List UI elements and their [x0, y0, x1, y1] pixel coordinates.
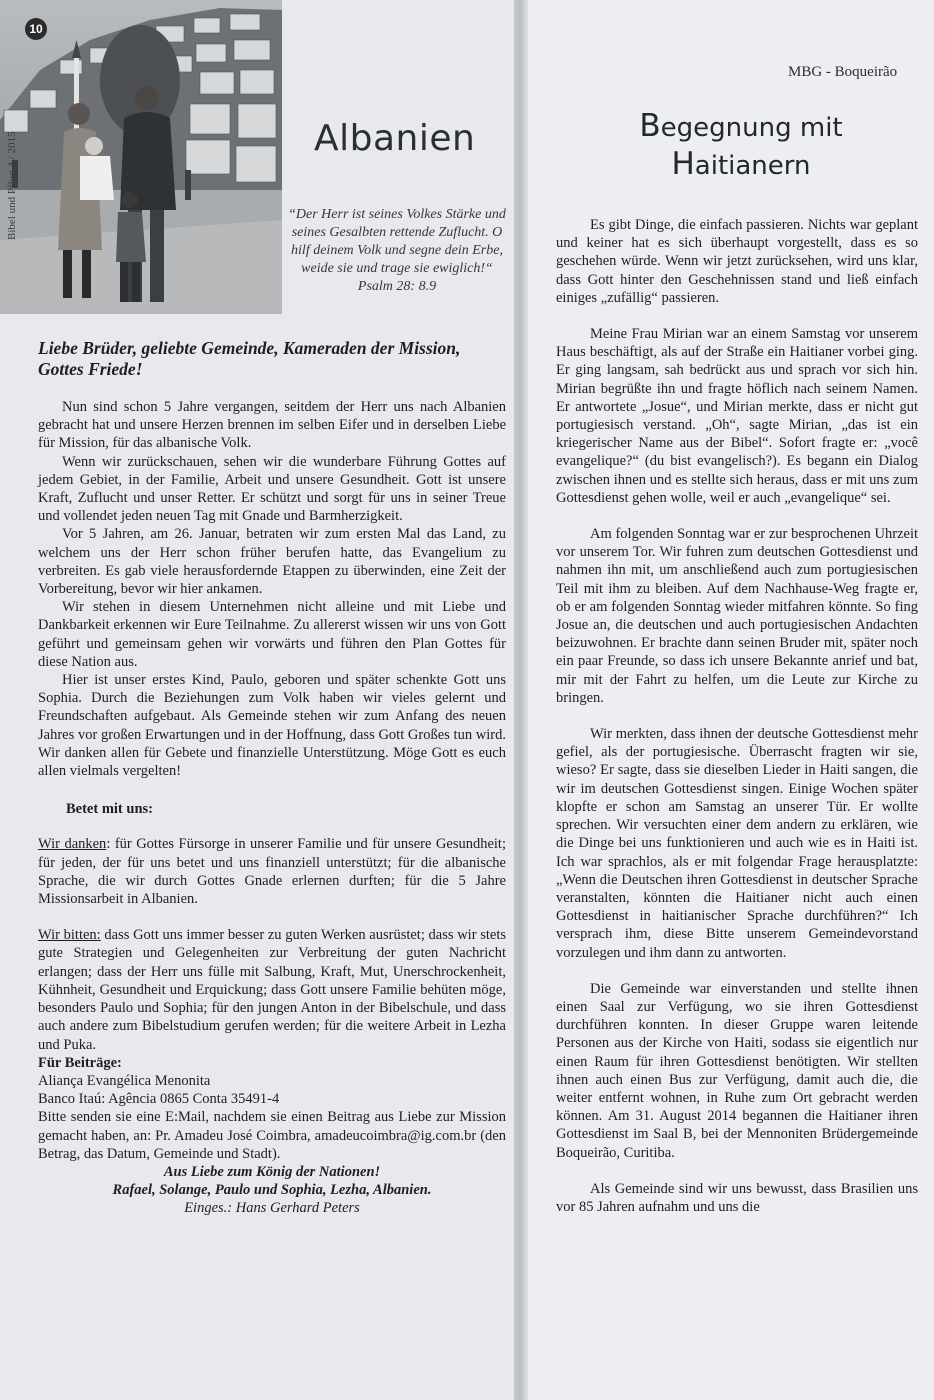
article-title-albanien: Albanien: [314, 118, 476, 159]
family-photo: [0, 0, 282, 314]
paragraph: Als Gemeinde sind wir uns bewusst, dass Brasilien uns vor 85 Jahren aufnahm und uns die: [556, 1180, 918, 1215]
submitted-by: Einges.: Hans Gerhard Peters: [184, 1200, 360, 1217]
bible-quote: “Der Herr ist seines Volkes Stärke und seines Gesalbten rettende Zuflucht. O hilf deinem Volk und segne dein Erbe, weide sie und trage sie ewiglich!“ Psalm 28: 8.9: [288, 207, 506, 294]
thanks-paragraph: [38, 835, 506, 908]
paragraph: Wenn wir zurückschauen, sehen wir die wunderbare Führung Gottes auf jedem Gebiet, in der Familie, Arbeit und unsere Gesundheit. Gott ist unsere Kraft, Zuflucht und unser Retter. Er schützt und sorgt für uns in seiner Treue und vollendet jeden neuen Tag mit Gnade und Barmherzigkeit.: [38, 453, 506, 525]
title-initial: H: [671, 146, 695, 182]
greeting-heading: Liebe Brüder, geliebte Gemeinde, Kameraden der Mission, Gottes Friede!: [38, 338, 461, 379]
paragraph: Vor 5 Jahren, am 26. Januar, betraten wir zum ersten Mal das Land, zu welchem uns der Herr schon früher berufen hatte, das Evangelium zu verbreiten. Es gab viele herausfordernde Etappen zu überwinden, eine Zeit der Vorbereitung, bevor wir hier ankamen.: [38, 526, 506, 598]
paragraph: Wir stehen in diesem Unternehmen nicht alleine und mit Liebe und Dankbarkeit erkennen wir Eure Teilnahme. Zu allererst wissen wir uns von Gott geführt und gemeinsam gehen wir vorwärts und führen den Plan Gottes für diese Nation aus.: [38, 599, 506, 670]
paragraph: Hier ist unser erstes Kind, Paulo, geboren und später schenkte Gott uns Sophia. Durch die Beziehungen zum Volk haben wir vieles gelernt und Freundschaften aufgebaut. Als Gemeinde stehen wir zum Anfang des neuen Jahres vor großen Erwartungen und in der Hoffnung, dass Gott Großes tun wird. Wir danken allen für Gebete und finanzielle Unterstützung. Möge Gott es euch allen vielmals vergelten!: [38, 672, 506, 780]
paragraph: Am folgenden Sonntag war er zur besprochenen Uhrzeit vor unserem Tor. Wir fuhren zum deutschen Gottesdienst und nahmen ihn mit, um anschließend auch zum portugiesischen Teil mit ihm zu bleiben. Auf dem Nachhause-Weg fragte er, ob er am folgenden Sonntag wieder mitfahren könnte. So fing Josue an, die deutschen und auch portugiesischen Andachten beizuwohnen. Er brachte dann seinen Bruder mit, später noch ein paar Freunde, so dass ich unsere Bekannte anrief und bat, mir mit der Fahrt zu helfen, um die Leute zur Kirche zu bringen.: [556, 526, 918, 706]
requests-text: dass Gott uns immer besser zu guten Werken ausrüstet; dass wir stets gute Strategien und Gelegenheiten zur Verbreitung der guten Nachricht erlangen; dass der Herr uns fülle mit Salbung, Kraft, Mut, Unerschrockenheit, Kühnheit, Gesundheit und Erquickung; dass Gott unsere Familie behüten möge, besonders Paulo und Sophia; für den jungen Anton in der Bibelschule, und dass auch andere zum Bibelstudium gerufen werden; für die weitere Arbeit in Lezha und Puka.: [38, 927, 507, 1053]
signature-line: [38, 1181, 506, 1199]
paragraph: Meine Frau Mirian war an einem Samstag vor unserem Haus beschäftigt, als auf der Straße ein Haitianer vorbei ging. Er ging langsam, sah bedrückt aus und sprach vor sich hin. Mirian begrüßte ihn und fragte höflich nach seinem Namen. Er antwortete „Josue“, und Mirian merkte, dass er nicht gut portugiesisch verstand. „Oh“, sagte Mirian, „das ist ein kriegerischer Name aus der Bibel“. Sofort fragte er: „você evangelique?“ (du bist evangelisch?). Es begann ein Dialog zwischen ihnen und es stellte sich heraus, dass er mit uns zum Gottesdienst gehen wolle, weil er auch „evangelique“ sei.: [556, 326, 918, 506]
requests-label: Wir bitten:: [38, 927, 101, 944]
publication-caption: Bibel und Pflug 4 / 2015: [6, 131, 18, 240]
page-number-badge: 10: [25, 18, 47, 40]
signature-motto: Aus Liebe zum König der Nationen!: [163, 1163, 381, 1180]
contributions-line: Bitte senden sie eine E:Mail, nachdem sie einen Beitrag aus Liebe zur Mission gemacht haben, an: Pr. Amadeu José Coimbra, amadeucoimbra@ig.com.br (den Betrag, das Datum, Gemeinde und Stadt).: [38, 1109, 506, 1162]
title-rest: egegnung mit: [660, 113, 843, 143]
article-title-begegnung: [560, 108, 922, 184]
contributions-line: Aliança Evangélica Menonita: [38, 1072, 211, 1089]
title-rest: aitianern: [694, 151, 811, 181]
section-header: MBG - Boqueirão: [788, 64, 898, 80]
title-initial: B: [639, 108, 661, 144]
thanks-text: : für Gottes Fürsorge in unserer Familie und für unsere Gesundheit; für jeden, der für uns betet und uns finanziell unterstützt; für die albanische Sprache, die wir durch Gottes Gnade erlernen durften; für die 5 Jahre Missionsarbeit in Albanien.: [38, 836, 506, 908]
page-gutter: [514, 0, 528, 1400]
paragraph: Die Gemeinde war einverstanden und stellte ihnen einen Saal zur Verfügung, wo sie ihren Gottesdienst durchführen konnten. In dieser Gruppe waren leitende Personen aus der Kirche von Haiti, sodass sie eigentlich nur einen Raum für ihren Gottesdienst benötigten. Wir stellten ihnen auch einen Bus zur Verfügung, damit auch die, die weiter entfernt wohnen, in Ruhe zum Ort gebracht werden können. Am 31. August 2014 begannen die Haitianer ihren Gottesdienst im Saal B, bei der Mennoniten Brüdergemeinde Boqueirão, Curitiba.: [556, 980, 918, 1161]
paragraph: Es gibt Dinge, die einfach passieren. Nichts war geplant und keiner hat es sich überhaupt vorgestellt, dass es so geschehen würde. Wenn wir jetzt zurücksehen, wird uns klar, dass Gott hinter den Geschehnissen stand und ließ einfach einiges „zufällig“ passieren.: [556, 217, 918, 306]
thanks-label: Wir danken: [38, 836, 107, 853]
albanien-body: [38, 398, 506, 1218]
pray-heading: Betet mit uns:: [66, 801, 153, 818]
signature-line: [38, 1163, 506, 1181]
requests-paragraph: [38, 926, 506, 1053]
contributions-heading: Für Beiträge:: [38, 1054, 122, 1071]
signature-names: Rafael, Solange, Paulo und Sophia, Lezha, Albanien.: [112, 1182, 432, 1199]
contributions-line: Banco Itaú: Agência 0865 Conta 35491-4: [38, 1091, 280, 1108]
paragraph: Nun sind schon 5 Jahre vergangen, seitdem der Herr uns nach Albanien gebracht hat und unsere Herzen brennen im selben Eifer und in derselben Liebe für Mission, für das albanische Volk.: [38, 399, 506, 452]
paragraph: Wir merkten, dass ihnen der deutsche Gottesdienst mehr gefiel, als der portugiesische. Überrascht fragten wir sie, wieso? Er sagte, dass sie dieselben Lieder in Haiti sangen, die wir im deutschen Gottesdienst singen. Einige Wochen später klopfte er schon am Samstag an unserer Tür. Er wollte sprechen. Wir versuchten einer dem andern zu erklären, wie die Dinge bei uns funktionieren und auch wie es in Haiti ist. Ich war sprachlos, als er mit folgendar Frage herausplatzte: „Wenn die Deutschen ihren Gottesdienst in deutscher Sprache veranstalten, könnten die Haitianer nicht auch einen Gottesdienst in haitianischer Sprache durchführen?“ Ich versprach ihm, diese Bitte unserem Gemeindevorstand vorzulegen und ihm dann zu antworten.: [556, 726, 918, 961]
begegnung-body: [556, 216, 918, 1234]
